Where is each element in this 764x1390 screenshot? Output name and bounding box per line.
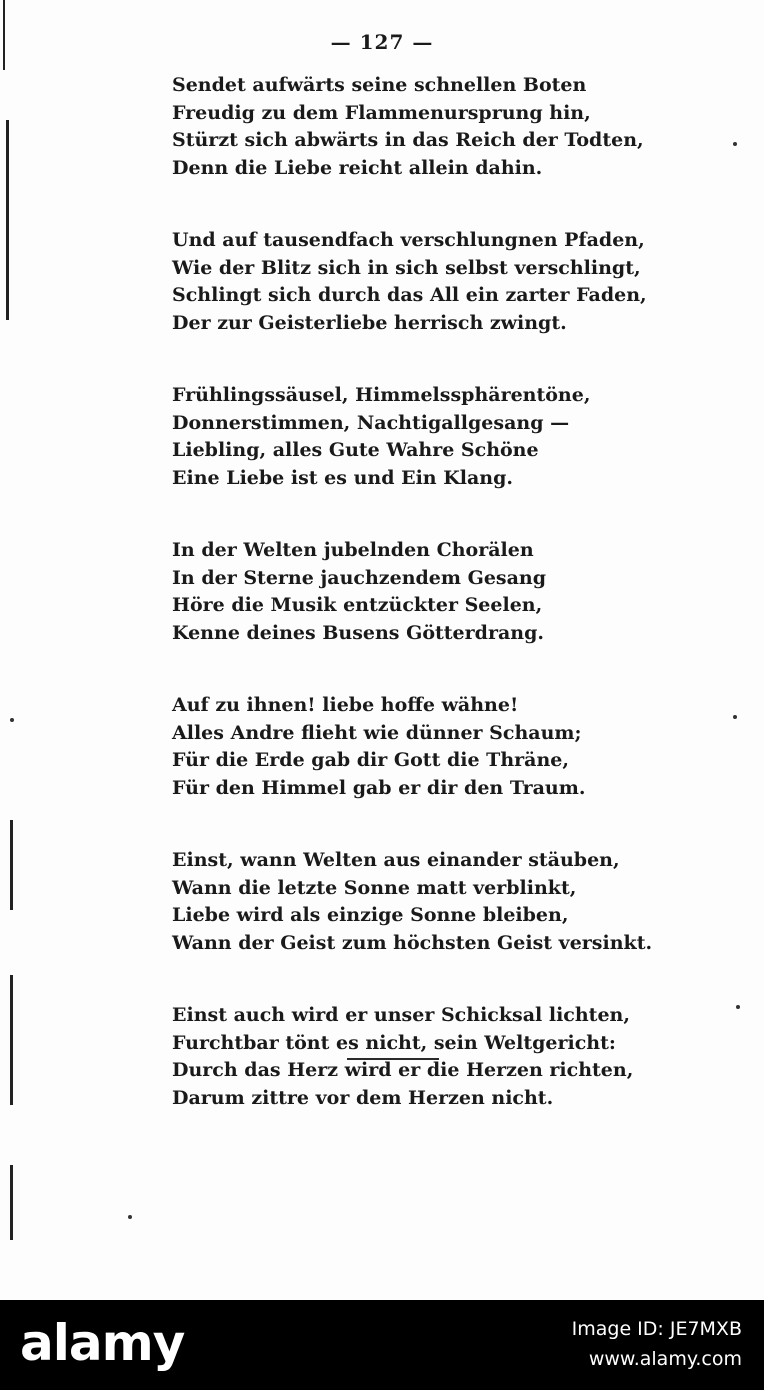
image-id: Image ID: JE7MXB [571, 1318, 742, 1340]
poem-line: Der zur Geisterliebe herrisch zwingt. [172, 311, 567, 334]
poem-line: Wann der Geist zum höchsten Geist versinkt. [172, 931, 653, 954]
stanza [172, 537, 612, 647]
scan-edge-mark [10, 820, 13, 910]
poem-line: Wie der Blitz sich in sich selbst verschlingt, [172, 256, 641, 279]
poem-line: Liebe wird als einzige Sonne bleiben, [172, 904, 569, 926]
poem-line: Für die Erde gab dir Gott die Thräne, [172, 749, 569, 771]
scan-edge-mark [10, 1165, 13, 1240]
scan-edge-mark [6, 120, 9, 320]
stanza [172, 72, 644, 182]
poem-line: Denn die Liebe reicht allein dahin. [172, 156, 543, 179]
poem-line: Darum zittre vor dem Herzen nicht. [172, 1086, 554, 1109]
poem-line: Schlingt sich durch das All ein zarter Faden, [172, 284, 647, 306]
brand-logo: alamy [20, 1314, 185, 1372]
scan-speck [736, 1005, 740, 1009]
site-url: www.alamy.com [588, 1348, 742, 1370]
poem-line: In der Welten jubelnden Chorälen [172, 539, 534, 561]
poem-line: Auf zu ihnen! liebe hoffe wähne! [172, 694, 519, 716]
poem-line: Liebling, alles Gute Wahre Schöne [172, 439, 539, 461]
poem-line: Für den Himmel gab er dir den Traum. [172, 776, 586, 799]
poem-line: Durch das Herz wird er die Herzen richten, [172, 1059, 634, 1081]
page-number: — 127 — [330, 30, 434, 54]
poem-line: Alles Andre flieht wie dünner Schaum; [172, 721, 582, 744]
poem [172, 72, 653, 1157]
watermark-footer [0, 1300, 764, 1390]
poem-line: Furchtbar tönt es nicht, sein Weltgericht: [172, 1031, 616, 1054]
poem-line: Eine Liebe ist es und Ein Klang. [172, 466, 513, 489]
poem-line: Höre die Musik entzückter Seelen, [172, 594, 543, 616]
stanza [172, 1002, 634, 1112]
poem-line: Frühlingssäusel, Himmelssphärentöne, [172, 384, 591, 406]
stanza [172, 692, 612, 802]
stanza [172, 382, 612, 492]
scan-speck [128, 1215, 132, 1219]
scan-speck [733, 715, 737, 719]
poem-line: Einst auch wird er unser Schicksal lichten, [172, 1004, 630, 1026]
scan-edge-mark [3, 0, 5, 70]
end-rule [347, 1058, 439, 1060]
poem-line: Sendet aufwärts seine schnellen Boten [172, 74, 587, 96]
stanza [172, 227, 647, 337]
poem-line: Stürzt sich abwärts in das Reich der Todten, [172, 129, 644, 151]
poem-line: Wann die letzte Sonne matt verblinkt, [172, 876, 577, 899]
poem-line: In der Sterne jauchzendem Gesang [172, 566, 547, 589]
poem-line: Kenne deines Busens Götterdrang. [172, 621, 544, 644]
poem-line: Einst, wann Welten aus einander stäuben, [172, 849, 620, 871]
poem-line: Donnerstimmen, Nachtigallgesang — [172, 411, 570, 434]
stanza [172, 847, 653, 957]
poem-line: Freudig zu dem Flammenursprung hin, [172, 101, 591, 124]
scan-speck [10, 718, 14, 722]
scan-edge-mark [10, 975, 13, 1105]
poem-line: Und auf tausendfach verschlungnen Pfaden, [172, 229, 645, 251]
scan-speck [733, 142, 737, 146]
